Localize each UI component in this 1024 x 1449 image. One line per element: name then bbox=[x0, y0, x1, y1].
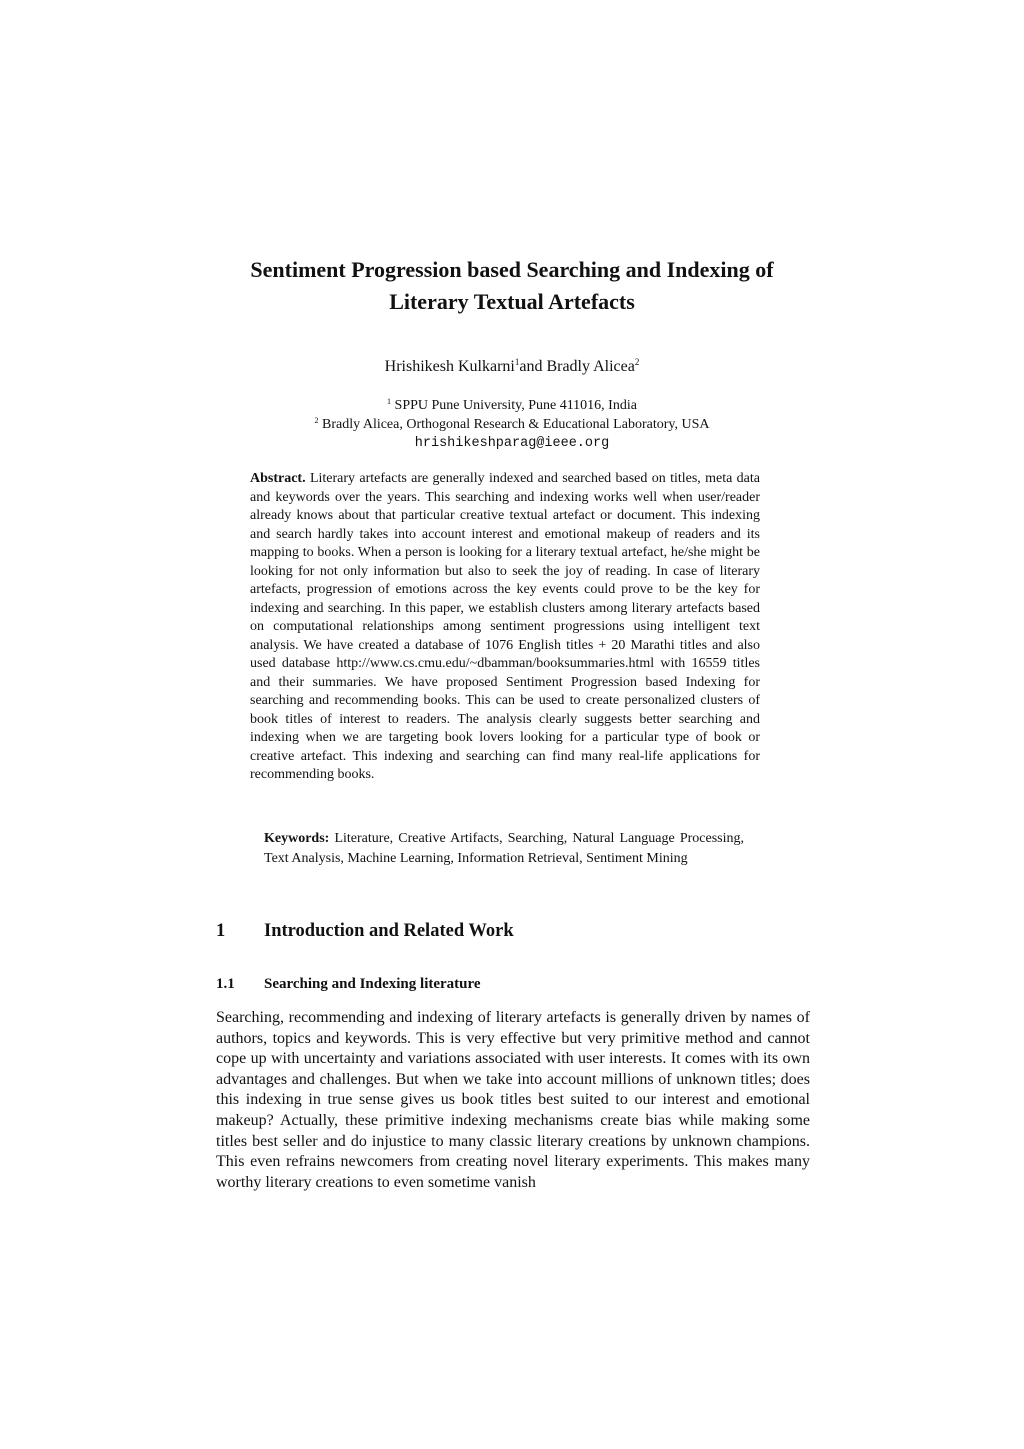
paper-title bbox=[212, 254, 812, 318]
author-1-affil-mark: 1 bbox=[514, 357, 520, 367]
affiliation-1 bbox=[212, 396, 812, 415]
keywords-label: Keywords: bbox=[264, 831, 330, 846]
affiliation-2-text: Bradly Alicea, Orthogonal Research & Educational Laboratory, USA bbox=[318, 417, 710, 432]
author-1-name: Hrishikesh Kulkarni bbox=[384, 358, 515, 375]
author-2-affil-mark: 2 bbox=[634, 357, 640, 367]
subsection-heading bbox=[216, 973, 481, 995]
abstract bbox=[250, 470, 760, 785]
author-2-name: and Bradly Alicea bbox=[519, 358, 635, 375]
affiliation-2-mark: 2 bbox=[314, 416, 319, 425]
subsection-number: 1.1 bbox=[216, 976, 235, 992]
section-heading bbox=[216, 918, 514, 944]
section-title: Introduction and Related Work bbox=[264, 921, 514, 941]
keywords bbox=[264, 829, 744, 868]
abstract-text: Literary artefacts are generally indexed and searched based on titles, meta data and keywords over the years. This searching and indexing works well when user/reader already knows about that particular creative textual artefact or document. This indexing and search hardly takes into account interest and emotional makeup of readers and its mapping to books. When a person is looking for a literary textual artefact, he/she might be looking for not only information but also to seek the joy of reading. In case of literary artefacts, progression of emotions across the key events could prove to be the key for indexing and searching. In this paper, we establish clusters among literary artefacts based on computational relationships among sentiment progressions using intelligent text analysis. We have created a database of 1076 English titles + 20 Marathi titles and also used database http://www.cs.cmu.edu/~dbamman/booksummaries.html with 16559 titles and their summaries. We have proposed Sentiment Progression based Indexing for searching and recommending books. This can be used to create personalized clusters of book titles of interest to readers. The analysis clearly suggests better searching and indexing when we are targeting book lovers looking for a particular type of book or creative artefact. This indexing and searching can find many real-life applications for recommending books. bbox=[250, 471, 760, 782]
affiliations bbox=[212, 396, 812, 453]
title-line-1: Sentiment Progression based Searching and Indexing of bbox=[250, 257, 774, 282]
author-email: hrishikeshparag@ieee.org bbox=[414, 436, 610, 451]
affiliation-2 bbox=[212, 415, 812, 434]
body-paragraph: Searching, recommending and indexing of literary artefacts is generally driven by names of authors, topics and keywords. This is very effective but very primitive method and cannot cope up with uncertainty and variations associated with user interests. It comes with its own advantages and challenges. But when we take into account millions of unknown titles; does this indexing in true sense gives us book titles best suited to our interest and emotional makeup? Actually, these primitive indexing mechanisms create bias while making some titles best seller and do injustice to many classic literary creations by unknown champions. This even refrains newcomers from creating novel literary experiments. This makes many worthy literary creations to even sometime vanish bbox=[216, 1009, 810, 1191]
affiliation-1-text: SPPU Pune University, Pune 411016, India bbox=[391, 398, 637, 413]
keywords-text: Literature, Creative Artifacts, Searching, Natural Language Processing, Text Analysis, Machine Learning, Information Retrieval, Sentiment Mining bbox=[264, 831, 744, 866]
abstract-label: Abstract. bbox=[250, 471, 306, 486]
section-number: 1 bbox=[216, 921, 226, 941]
subsection-title: Searching and Indexing literature bbox=[264, 976, 481, 992]
affiliation-1-mark: 1 bbox=[387, 397, 392, 406]
author-list bbox=[212, 356, 812, 378]
title-line-2: Literary Textual Artefacts bbox=[389, 289, 635, 314]
